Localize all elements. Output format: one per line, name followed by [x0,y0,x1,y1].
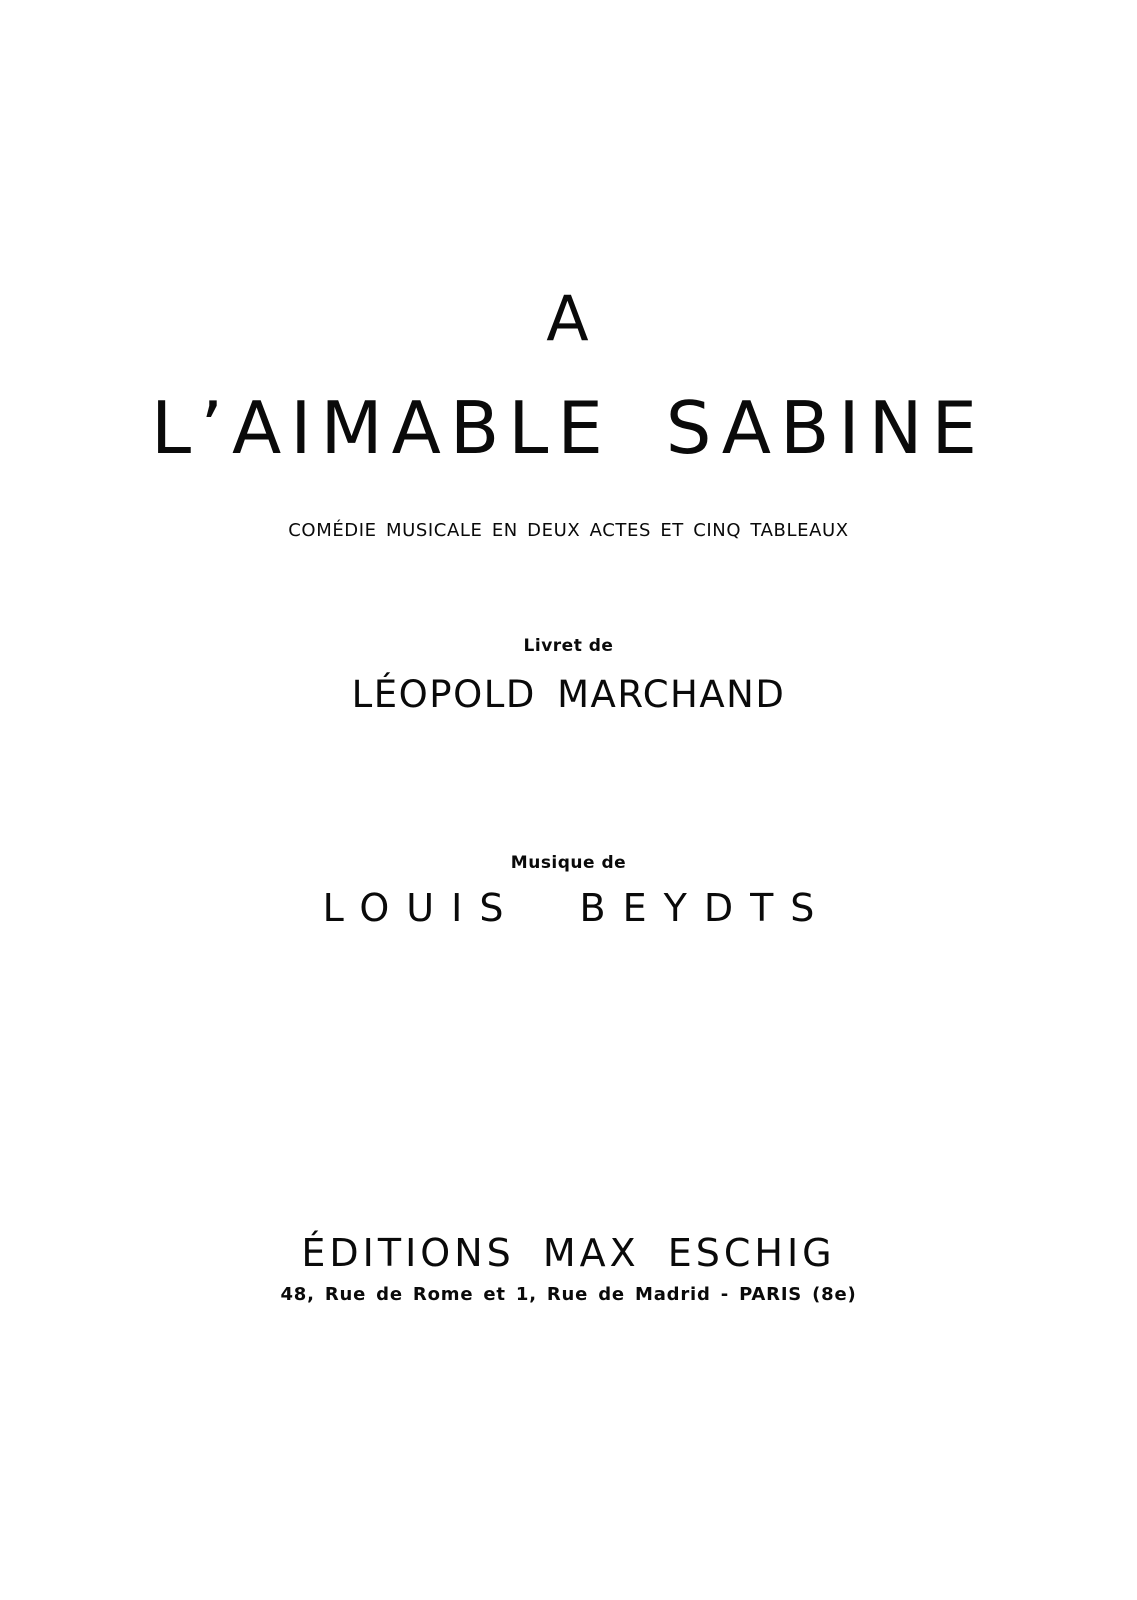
work-title: L’AIMABLE SABINE [150,386,987,470]
title-preposition: A [546,282,591,355]
music-label: Musique de [510,853,627,873]
composer-name: LOUIS BEYDTS [322,886,832,930]
publisher-address: 48, Rue de Rome et 1, Rue de Madrid - PARIS (8e) [280,1284,857,1305]
libretto-label: Livret de [523,636,614,656]
work-subtitle: COMÉDIE MUSICALE EN DEUX ACTES ET CINQ TABLEAUX [288,520,849,541]
librettist-name: LÉOPOLD MARCHAND [351,673,786,716]
publisher-name: ÉDITIONS MAX ESCHIG [301,1231,836,1275]
